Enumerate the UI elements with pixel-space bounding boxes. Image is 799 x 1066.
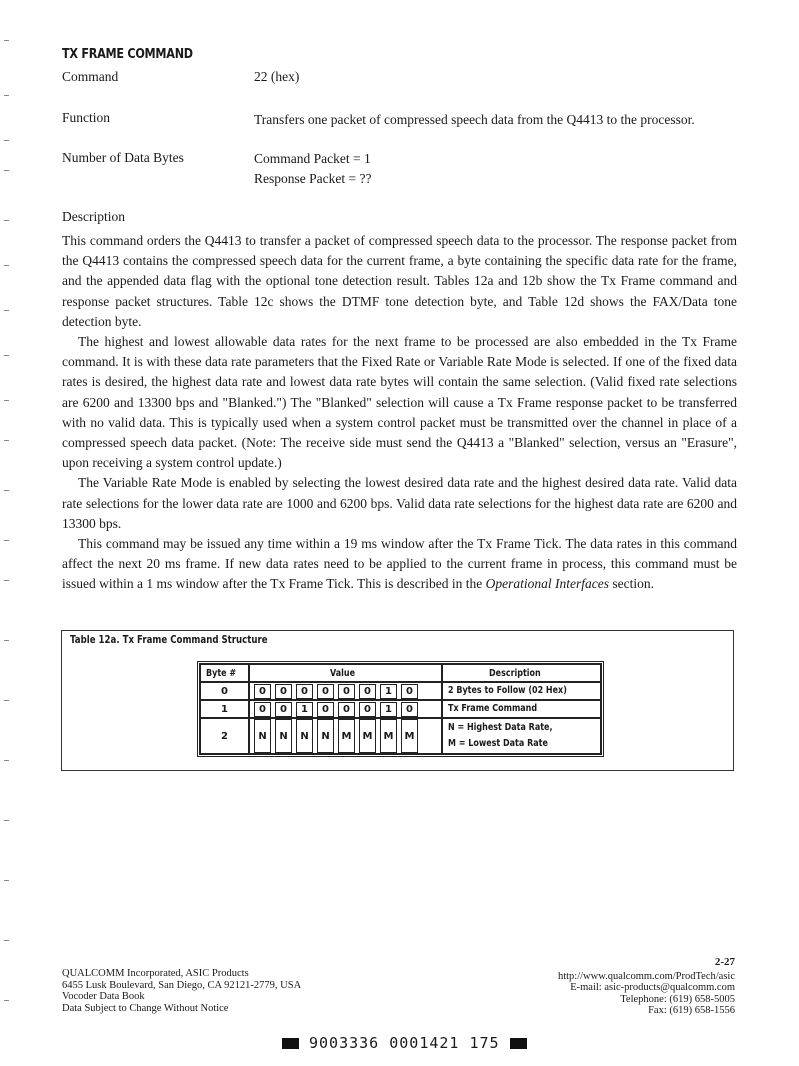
description-title: Description <box>62 209 125 224</box>
footer-line: Vocoder Data Book <box>62 991 145 1002</box>
description-paragraph: This command orders the Q4413 to transfer a packet of compressed speech data to the processor. The response packet from the Q4413 contains the compressed speech data for the current frame, a byte containing the specific data rate for the frame, and the appended data flag with the optional tone detection result. Tables 12a and 12b show the Tx Frame command and response packet structures. Table 12c shows the DTMF tone detection byte, and Table 12d shows the FAX/Data tone detection byte. <box>62 233 737 329</box>
bit-cell: N <box>296 719 313 753</box>
bit-cell: 0 <box>359 684 376 699</box>
paragraph-text: This command may be issued any time within a 19 ms window after the Tx Frame Tick. The data rates in this command affect the next 20 ms frame. If new data rates need to be applied to the current frame in process, this command must be issued within a 1 ms window after the Tx Frame Tick. This is described in the <box>62 536 737 592</box>
value-cell <box>249 682 442 700</box>
bit-cell: N <box>275 719 292 753</box>
bit-cell: N <box>254 719 271 753</box>
bit-cell: 0 <box>275 684 292 699</box>
footer-contact-info <box>500 957 735 1017</box>
bit-cell: 0 <box>254 702 271 717</box>
field-label-function: Function <box>62 110 111 125</box>
control-number-text: 9003336 0001421 175 <box>309 1034 500 1052</box>
byte-number-cell: 0 <box>200 682 249 700</box>
value-cell <box>249 718 442 754</box>
description-cell: 2 Bytes to Follow (02 Hex) <box>442 682 601 700</box>
field-label-data-bytes: Number of Data Bytes <box>62 150 184 165</box>
table-caption: Table 12a. Tx Frame Command Structure <box>70 634 268 646</box>
bit-cell: 0 <box>296 684 313 699</box>
field-value-command-packet: Command Packet = 1 <box>254 151 371 166</box>
footer-url: http://www.qualcomm.com/ProdTech/asic <box>557 970 735 982</box>
block-mark-icon <box>510 1038 527 1049</box>
bit-cell: N <box>317 719 334 753</box>
description-paragraph <box>62 534 737 595</box>
description-paragraph: The Variable Rate Mode is enabled by selecting the lowest desired data rate and the highest desired data rate. Valid data rate selections for the lower data rate are 1000 and 6200 bps. Valid data rate selections for the highest data rate are 6200 and 13300 bps. <box>62 475 737 531</box>
bit-cell: 0 <box>401 702 418 717</box>
description-body <box>62 231 737 595</box>
bit-cell: 0 <box>401 684 418 699</box>
bit-cell: 1 <box>380 684 397 699</box>
field-label-command: Command <box>62 69 119 84</box>
scan-edge-marks <box>4 20 12 1040</box>
field-value-function: Transfers one packet of compressed speech data from the Q4413 to the processor. <box>254 112 695 127</box>
footer-telephone: Telephone: (619) 658-5005 <box>620 993 735 1005</box>
description-paragraph: The highest and lowest allowable data rates for the next frame to be processed are also embedded in the Tx Frame command. It is with these data rate parameters that the Fixed Rate or Variable Rate Mode is selected. If one of the fixed data rates is desired, the highest data rate and lowest data rate bytes will contain the same selection. (Valid fixed rate selections are 6200 and 13300 bps and "Blanked.") The "Blanked" selection will cause a Tx Frame response packet to be transferred with no valid data. This is typically used when a system control packet must be transmitted over the channel in place of a compressed speech data packet. (Note: The receive side must send the Q4413 a "Blanked" selection, versus an "Erasure", upon receiving a system control update.) <box>62 334 737 471</box>
table-12a-frame <box>61 630 734 771</box>
byte-number-cell: 1 <box>200 700 249 718</box>
footer-line: QUALCOMM Incorporated, ASIC Products <box>62 968 249 979</box>
paragraph-text: section. <box>608 576 654 592</box>
table-row <box>200 718 601 754</box>
bit-cell: 1 <box>380 702 397 717</box>
footer-fax: Fax: (619) 658-1556 <box>648 1005 735 1016</box>
bit-cell: 0 <box>359 702 376 717</box>
table-row <box>200 682 601 700</box>
page-heading: TX FRAME COMMAND <box>62 47 193 62</box>
footer-line: Data Subject to Change Without Notice <box>62 1002 229 1014</box>
bit-cell: 0 <box>317 702 334 717</box>
bit-cell: M <box>401 719 418 753</box>
column-header: Description <box>442 664 601 682</box>
value-cell <box>249 700 442 718</box>
document-control-number <box>282 1034 527 1052</box>
table-header-row <box>200 664 601 682</box>
field-value-response-packet: Response Packet = ?? <box>254 171 372 186</box>
footer-company-info <box>62 968 301 1014</box>
command-structure-table <box>197 661 604 757</box>
bit-cell: 1 <box>296 702 313 717</box>
block-mark-icon <box>282 1038 299 1049</box>
column-header: Byte # <box>200 664 249 682</box>
footer-line: 6455 Lusk Boulevard, San Diego, CA 92121-2779, USA <box>62 979 302 991</box>
footer-email: E-mail: asic-products@qualcomm.com <box>570 982 735 993</box>
field-value-command: 22 (hex) <box>254 69 300 84</box>
page-number: 2-27 <box>714 956 735 968</box>
bit-cell: 0 <box>317 684 334 699</box>
description-cell: N = Highest Data Rate, M = Lowest Data Rate <box>442 718 601 754</box>
table-row <box>200 700 601 718</box>
description-cell: Tx Frame Command <box>442 700 601 718</box>
bit-cell: 0 <box>338 702 355 717</box>
section-reference: Operational Interfaces <box>485 576 609 592</box>
bit-cell: 0 <box>275 702 292 717</box>
bit-cell: M <box>359 719 376 753</box>
bit-cell: M <box>380 719 397 753</box>
bit-cell: M <box>338 719 355 753</box>
byte-number-cell: 2 <box>200 718 249 754</box>
bit-cell: 0 <box>338 684 355 699</box>
column-header: Value <box>249 664 442 682</box>
bit-cell: 0 <box>254 684 271 699</box>
